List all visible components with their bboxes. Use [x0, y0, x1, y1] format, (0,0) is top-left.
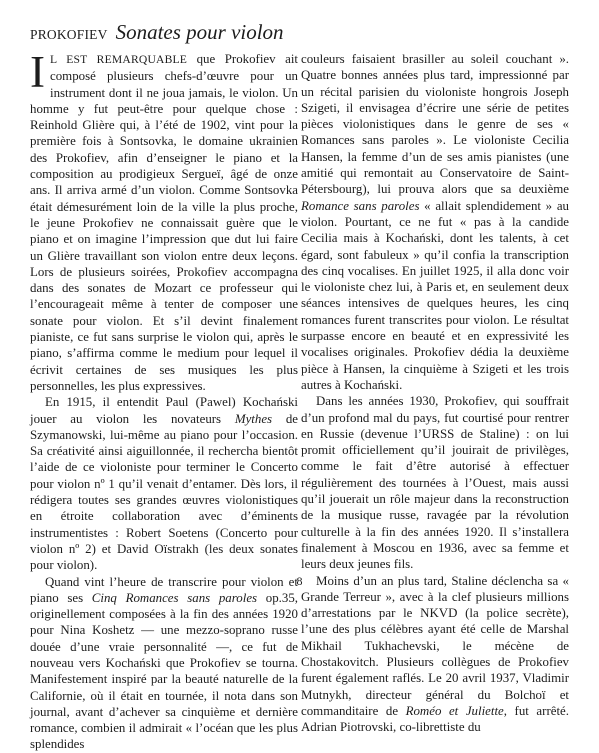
italic-work-title: Roméo et Juliette [405, 703, 504, 718]
paragraph-continued [301, 51, 569, 393]
paragraph-1 [30, 47, 298, 394]
paragraph-2-text-a: En 1915, il entendit Paul (Pawel) Kochański jouer au violon les novateurs [30, 395, 298, 426]
drop-cap: I [30, 47, 45, 97]
italic-work-title: Romance sans paroles [301, 198, 420, 213]
lead-small-caps: L EST REMARQUABLE [50, 53, 188, 66]
paragraph-5-text-a: Moins d’un an plus tard, Staline déclencha sa « Grande Terreur », avec à la clef plusieurs millions d’arrestations par le NKVD (la police secrète), l’une des plus célèbres ayant été celle de Marshal Mikhail Tukhachevski, le mécène de Chostakovitch. Plusieurs collègues de Prokofiev furent également raflés. Le 20 avril 1937, Vladimir Mutnykh, directeur général du Bolchoï et commanditaire de [301, 573, 569, 718]
paragraph-3-text-a: Quand vint l’heure de transcrire pour violon et piano ses [30, 574, 298, 605]
left-column [30, 47, 298, 753]
page-header [30, 21, 284, 46]
italic-work-title: Cinq Romances sans paroles [91, 590, 258, 605]
paragraph-5-text-b: , fut arrêté. Adrian Piotrovski, co-librettiste du [301, 703, 569, 735]
paragraph-3 [30, 574, 298, 753]
paragraph-2 [30, 394, 298, 573]
paragraph-continued-text-a: couleurs faisaient brasiller au soleil couchant ». Quatre bonnes années plus tard, impressionné par un récital parisien du violoniste hongrois Joseph Szigeti, il envisagea d’écrire une série de petites pièces violonistiques dans le genre de ses « Romances sans paroles ». Le violoniste Cecilia Hansen, la femme d’un de ses amis pianistes (une amitié qui remontait au Conservatoire de Saint-Pétersbourg), lui prouva alors que sa deuxième [301, 52, 569, 197]
paragraph-4: Dans les années 1930, Prokofiev, qui souffrait d’un profond mal du pays, fut courtisé pour rentrer en Russie (devenue l’URSS de Staline) : on lui promit officiellement qu’il jouirait de privilèges, comme le fait d’être autorisé à effectuer régulièrement des tournées à l’Ouest, mais aussi qu’il jouerait un rôle majeur dans la reconstruction de la musique russe, ravagée par la révolution culturelle à la fin des années 1920. Il s’installera finalement à Moscou en 1936, avec sa femme et leurs deux jeunes fils. [301, 394, 569, 572]
page-number: 8 [296, 574, 303, 588]
right-column [301, 51, 569, 735]
paragraph-1-text: que Prokofiev ait composé plusieurs chefs-d’œuvre pour un instrument dont il ne joua jamais, le violon. Un homme y fut peut-être pour quelque chose : Reinhold Glière qui, à l’été de 1902, vint pour la première fois à Sontsovka, le domaine ukrainien des Prokofiev, afin d’enseigner le piano et la composition au prodigieux Sergueï, âgé de onze ans. Il arriva armé d’un violon. Comme Sontsovka était démesurément loin de la ville la plus proche, le jeune Prokofiev ne connaissait guère que le piano et on imagine l’impression que dut lui faire un Glière travaillant son violon entre deux leçons. Lors de plusieurs soirées, Prokofiev accompagna dans des sonates de Mozart ce professeur qui l’encourageait même à tenter de composer une sonate pour violon. Et s’il devint finalement pianiste, ce fut sans surprise le violon qui, après le piano, s’affirma comme le medium pour lequel il écrivit certaines de ses musiques les plus personnelles, les plus expressives. [30, 52, 298, 393]
work-title: Sonates pour violon [115, 20, 284, 44]
paragraph-3-text-b: op.35, originellement composées à la fin des années 1920 pour Nina Koshetz — une mezzo-soprano russe douée d’une vraie personnalité —, ce fut de nouveau vers Kochański que Prokofiev se tourna. Manifestement inspiré par la beauté naturelle de la Californie, où il était en tournée, il nota dans son journal, avant d’achever sa cinquième et dernière romance, combien il admirait « l’océan que les plus splendides [30, 590, 298, 752]
paragraph-continued-text-b: « allait splendidement » au violon. Pourtant, ce ne fut « pas à la candide Cecilia mais à Kochański, dont les talents, à cet égard, sont fabuleux » qu’il confia la transcription des cinq vocalises. En juillet 1925, il alla donc voir le violoniste chez lui, à Paris et, en seulement deux séances intensives de quelques heures, les cinq romances furent transcrites pour violon. Le résultat surpasse encore en beauté et en expressivité les vocalises originales. Prokofiev dédia la deuxième pièce à Hansen, la cinquième à Szigeti et les trois autres à Kochański. [301, 198, 569, 392]
paragraph-5 [301, 573, 569, 736]
paragraph-2-text-b: de Szymanowski, lui-même au piano pour l’occasion. Sa créativité ainsi aiguillonnée, il rechercha bientôt l’aide de ce violoniste pour terminer le Concerto pour violon nº 1 qu’il venait d’entamer. Dès lors, il rédigera toutes ses grandes œuvres violonistiques en étroite collaboration avec d’éminents instrumentistes : Robert Soetens (Concerto pour violon nº 2) et David Oïstrakh (les deux sonates pour violon). [30, 411, 298, 573]
composer-name: PROKOFIEV [30, 27, 108, 42]
italic-work-title: Mythes [234, 411, 273, 426]
